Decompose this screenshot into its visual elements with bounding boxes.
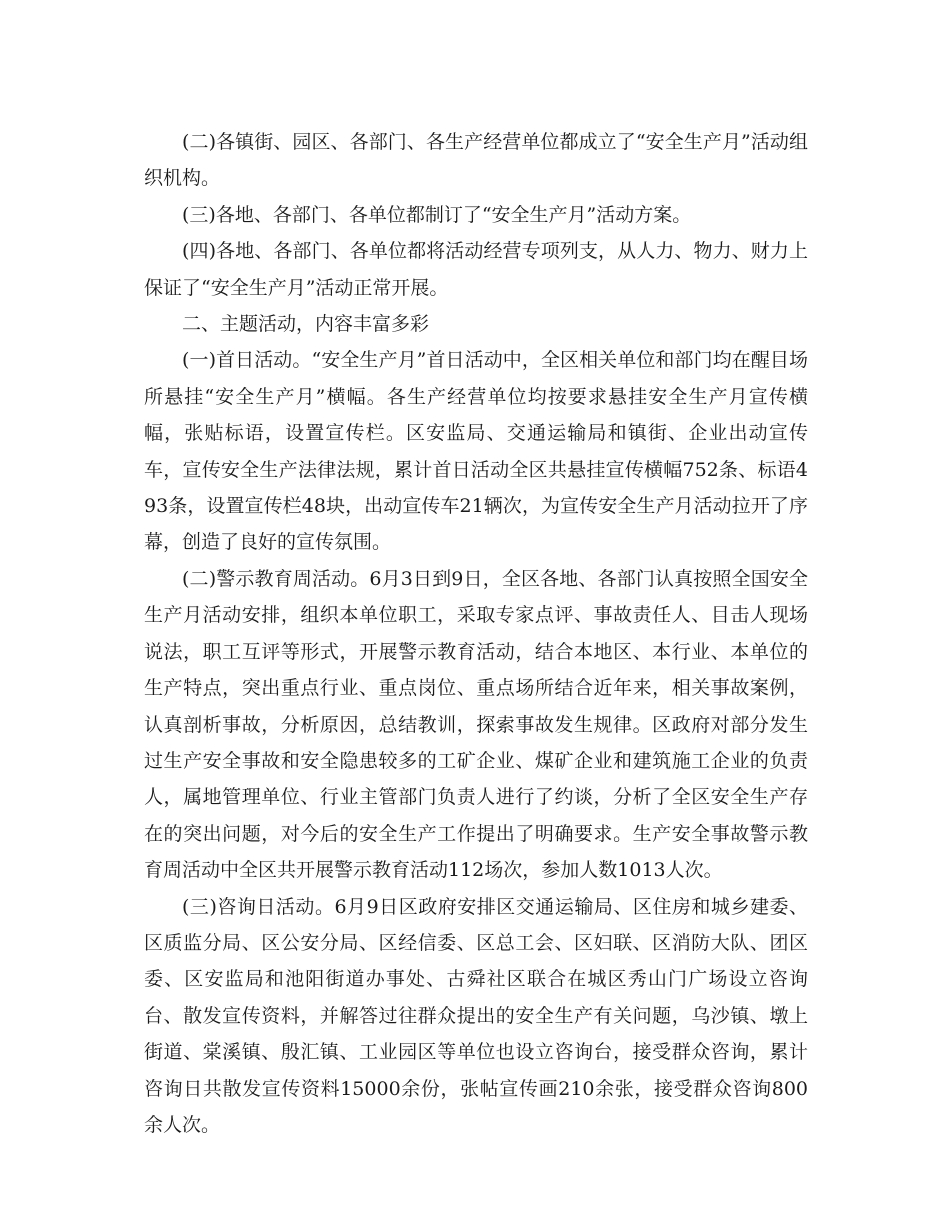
paragraph-consultation-day: (三)咨询日活动。6月9日区政府安排区交通运输局、区住房和城乡建委、区质监分局、区公安分局、区经信委、区总工会、区妇联、区消防大队、团区委、区安监局和池阳街道办事处、古舜社区联合在城区秀山门广场设立咨询台、散发宣传资料，并解答过往群众提出的安全生产有关问题，乌沙镇、墩上街道、棠溪镇、殷汇镇、工业园区等单位也设立咨询台，接受群众咨询，累计咨询日共散发宣传资料15000余份，张帖宣传画210余张，接受群众咨询800余人次。: [144, 895, 808, 1136]
paragraph-plan: (三)各地、各部门、各单位都制订了“安全生产月”活动方案。: [182, 203, 692, 226]
section-heading-theme-activities: 二、主题活动，内容丰富多彩: [182, 313, 430, 336]
paragraph-org-setup: (二)各镇街、园区、各部门、各生产经营单位都成立了“安全生产月”活动组织机构。: [144, 131, 808, 190]
document-body: [144, 124, 808, 1143]
paragraph-first-day: (一)首日活动。“安全生产月”首日活动中，全区相关单位和部门均在醒目场所悬挂“安全生产月”横幅。各生产经营单位均按要求悬挂安全生产月宣传横幅，张贴标语，设置宣传栏。区安监局、交通运输局和镇街、企业出动宣传车，宣传安全生产法律法规，累计首日活动全区共悬挂宣传横幅752条、标语493条，设置宣传栏48块，出动宣传车21辆次，为宣传安全生产月活动拉开了序幕，创造了良好的宣传氛围。: [144, 349, 808, 554]
paragraph-funding: (四)各地、各部门、各单位都将活动经营专项列支，从人力、物力、财力上保证了“安全生产月”活动正常开展。: [144, 240, 808, 299]
paragraph-warning-week: (二)警示教育周活动。6月3日到9日，全区各地、各部门认真按照全国安全生产月活动安排，组织本单位职工，采取专家点评、事故责任人、目击人现场说法，职工互评等形式，开展警示教育活动，结合本地区、本行业、本单位的生产特点，突出重点行业、重点岗位、重点场所结合近年来，相关事故案例，认真剖析事故，分析原因，总结教训，探索事故发生规律。区政府对部分发生过生产安全事故和安全隐患较多的工矿企业、煤矿企业和建筑施工企业的负责人，属地管理单位、行业主管部门负责人进行了约谈，分析了全区安全生产存在的突出问题，对今后的安全生产工作提出了明确要求。生产安全事故警示教育周活动中全区共开展警示教育活动112场次，参加人数1013人次。: [144, 567, 808, 882]
